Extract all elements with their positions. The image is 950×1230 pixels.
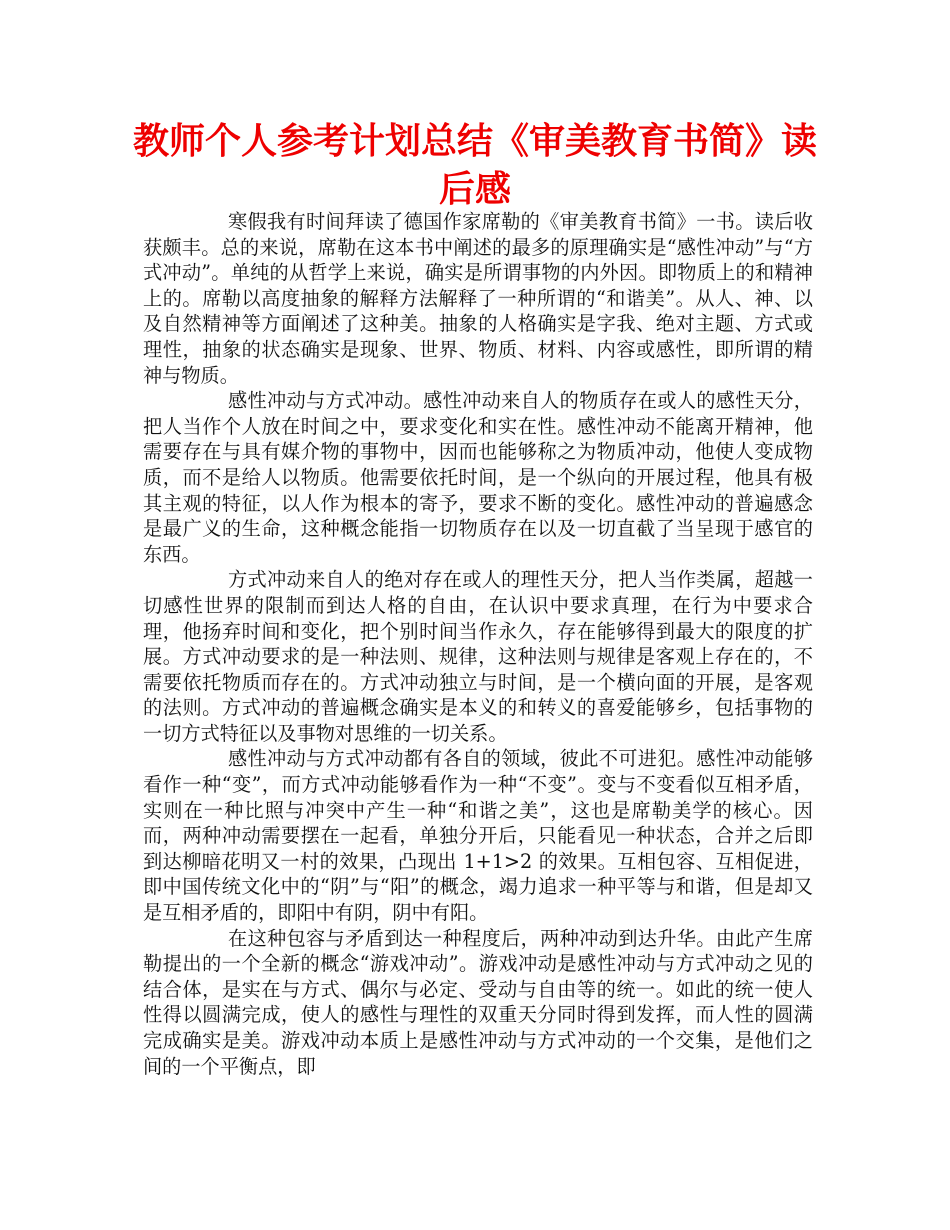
document-body bbox=[143, 209, 813, 1079]
paragraph: 方式冲动来自人的绝对存在或人的理性天分，把人当作类属，超越一切感性世界的限制而到达人格的自由，在认识中要求真理，在行为中要求合理，他扬弃时间和变化，把个别时间当作永久，存在能够得到最大的限度的扩展。方式冲动要求的是一种法则、规律，这种法则与规律是客观上存在的，不需要依托物质而存在的。方式冲动独立与时间，是一个横向面的开展，是客观的法则。方式冲动的普遍概念确实是本义的和转义的喜爱能够乡，包括事物的一切方式特征以及事物对思维的一切关系。 bbox=[143, 568, 813, 745]
paragraph: 寒假我有时间拜读了德国作家席勒的《审美教育书简》一书。读后收获颇丰。总的来说，席勒在这本书中阐述的最多的原理确实是“感性冲动”与“方式冲动”。单纯的从哲学上来说，确实是所谓事物的内外因。即物质上的和精神上的。席勒以高度抽象的解释方法解释了一种所谓的“和谐美”。从人、神、以及自然精神等方面阐述了这种美。抽象的人格确实是字我、绝对主题、方式或理性，抽象的状态确实是现象、世界、物质、材料、内容或感性，即所谓的精神与物质。 bbox=[143, 210, 813, 387]
paragraph: 在这种包容与矛盾到达一种程度后，两种冲动到达升华。由此产生席勒提出的一个全新的概念“游戏冲动”。游戏冲动是感性冲动与方式冲动之见的结合体，是实在与方式、偶尔与必定、受动与自由等的统一。如此的统一使人性得以圆满完成，使人的感性与理性的双重天分同时得到发挥，而人性的圆满完成确实是美。游戏冲动本质上是感性冲动与方式冲动的一个交集，是他们之间的一个平衡点，即 bbox=[143, 926, 813, 1078]
document-title: 教师个人参考计划总结《审美教育书简》读后感 bbox=[132, 121, 817, 210]
paragraph: 感性冲动与方式冲动都有各自的领域，彼此不可进犯。感性冲动能够看作一种“变”，而方式冲动能够看作为一种“不变”。变与不变看似互相矛盾，实则在一种比照与冲突中产生一种“和谐之美”，这也是席勒美学的核心。因而，两种冲动需要摆在一起看，单独分开后，只能看见一种状态，合并之后即到达柳暗花明又一村的效果，凸现出 1+1>2 的效果。互相包容、互相促进，即中国传统文化中的“阴”与“阳”的概念，竭力追求一种平等与和谐，但是却又是互相矛盾的，即阳中有阴，阴中有阳。 bbox=[143, 747, 813, 925]
paragraph: 感性冲动与方式冲动。感性冲动来自人的物质存在或人的感性天分，把人当作个人放在时间之中，要求变化和实在性。感性冲动不能离开精神，他需要存在与具有媒介物的事物中，因而也能够称之为物质冲动，他使人变成物质，而不是给人以物质。他需要依托时间，是一个纵向的开展过程，他具有极其主观的特征，以人作为根本的寄予，要求不断的变化。感性冲动的普遍感念是最广义的生命，这种概念能指一切物质存在以及一切直截了当呈现于感官的东西。 bbox=[143, 389, 813, 566]
